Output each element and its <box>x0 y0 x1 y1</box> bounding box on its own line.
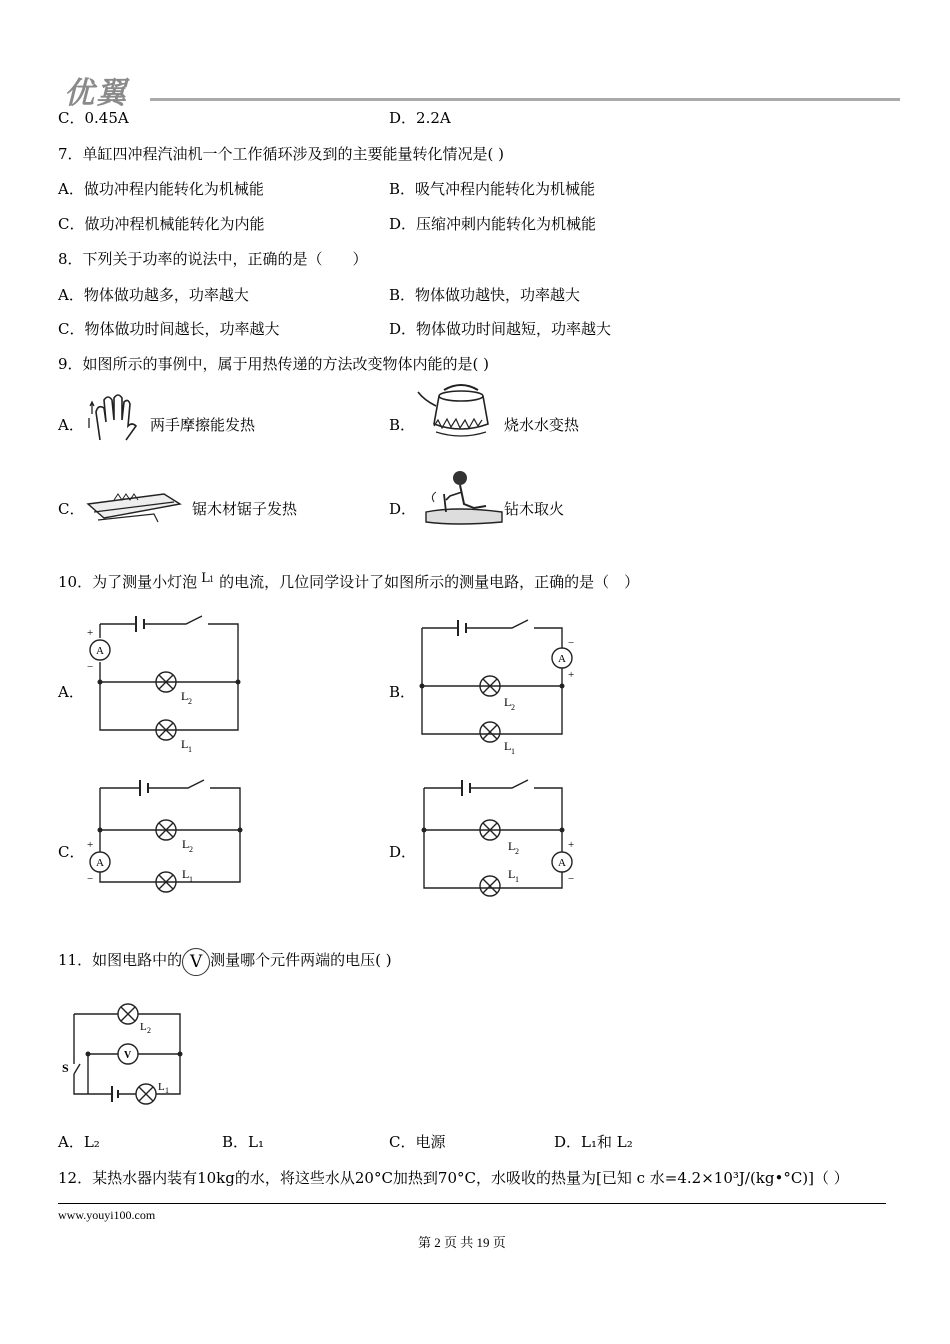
svg-text:A: A <box>96 857 104 869</box>
q7-option-b: B．吸气冲程内能转化为机械能 <box>389 180 596 198</box>
kettle-icon <box>416 382 506 442</box>
svg-text:2: 2 <box>515 847 519 856</box>
svg-text:L: L <box>182 867 190 881</box>
q11-option-c: C．电源 <box>389 1133 446 1151</box>
svg-text:−: − <box>568 873 575 885</box>
q6-option-d: D．2.2A <box>389 109 451 127</box>
svg-text:−: − <box>568 637 575 649</box>
q6-option-c: C．0.45A <box>58 109 129 127</box>
footer-url[interactable]: www.youyi100.com <box>58 1208 156 1222</box>
svg-text:L: L <box>158 1081 165 1093</box>
q10-stem: 10．为了测量小灯泡 L 1 的电流，几位同学设计了如图所示的测量电路，正确的是（ ） <box>58 571 640 591</box>
svg-text:L: L <box>508 839 516 853</box>
svg-text:1: 1 <box>188 745 192 754</box>
q12-stem: 12．某热水器内装有10kg的水，将这些水从20°C加热到70°C，水吸收的热量为[已知 c 水=4.2×10³J/(kg•°C)]（ ） <box>58 1169 849 1187</box>
svg-text:−: − <box>87 661 94 673</box>
q9-option-d-text: 钻木取火 <box>504 500 565 518</box>
q10-option-d: D． <box>389 843 417 861</box>
q9-option-c-letter: C． <box>58 500 85 518</box>
q8-option-a: A．物体做功越多，功率越大 <box>58 286 249 304</box>
q10-stem-post: 的电流，几位同学设计了如图所示的测量电路，正确的是（ ） <box>219 573 640 591</box>
q8-option-b: B．物体做功越快，功率越大 <box>389 286 581 304</box>
circuit-d-diagram <box>414 772 586 898</box>
svg-text:+: + <box>87 627 94 639</box>
q11-option-d: D．L₁和 L₂ <box>554 1133 633 1151</box>
q7-option-d: D．压缩冲刺内能转化为机械能 <box>389 215 597 233</box>
svg-text:L: L <box>504 739 512 753</box>
q10-stem-pre: 10．为了测量小灯泡 <box>58 573 198 591</box>
svg-text:+: + <box>568 839 575 851</box>
q8-option-c: C．物体做功时间越长，功率越大 <box>58 320 280 338</box>
q11-option-b: B．L₁ <box>222 1133 264 1151</box>
circuit-c-diagram <box>84 772 249 898</box>
svg-text:+: + <box>87 839 94 851</box>
svg-text:1: 1 <box>515 875 519 884</box>
svg-text:L: L <box>504 695 512 709</box>
circuit-b-diagram <box>412 612 584 760</box>
svg-text:2: 2 <box>189 845 193 854</box>
svg-text:L: L <box>508 867 516 881</box>
header-divider <box>150 98 900 101</box>
q9-option-a-text: 两手摩擦能发热 <box>150 416 256 434</box>
svg-text:2: 2 <box>147 1026 151 1035</box>
q11-option-a: A．L₂ <box>58 1133 100 1151</box>
voltmeter-symbol: V <box>182 948 210 976</box>
q11-stem-post: 测量哪个元件两端的电压( ) <box>210 951 392 969</box>
svg-text:L: L <box>181 689 189 703</box>
svg-text:L: L <box>181 737 189 751</box>
svg-text:A: A <box>558 653 566 665</box>
q8-stem: 8．下列关于功率的说法中，正确的是（ ） <box>58 250 368 268</box>
q10-option-b: B． <box>389 683 416 701</box>
q7-option-a: A．做功冲程内能转化为机械能 <box>58 180 264 198</box>
drilling-wood-icon <box>416 466 506 528</box>
svg-text:2: 2 <box>511 703 515 712</box>
circuit-a-diagram <box>84 608 249 758</box>
svg-text:1: 1 <box>165 1086 169 1095</box>
svg-text:A: A <box>558 857 566 869</box>
q11-circuit-diagram <box>60 1000 190 1108</box>
page-number: 第 2 页 共 19 页 <box>418 1235 506 1250</box>
q11-stem <box>58 948 392 976</box>
rubbing-hands-icon <box>86 392 142 444</box>
q9-option-d-letter: D． <box>389 500 417 518</box>
q8-option-d: D．物体做功时间越短，功率越大 <box>389 320 612 338</box>
q7-stem: 7．单缸四冲程汽油机一个工作循环涉及到的主要能量转化情况是( ) <box>58 145 505 163</box>
q11-stem-pre: 11．如图电路中的 <box>58 951 183 969</box>
q9-stem: 9．如图所示的事例中，属于用热传递的方法改变物体内能的是( ) <box>58 355 490 373</box>
saw-icon <box>84 490 184 526</box>
svg-text:1: 1 <box>189 875 193 884</box>
svg-text:+: + <box>568 669 575 681</box>
svg-text:L: L <box>140 1021 147 1033</box>
q9-option-a-letter: A． <box>58 416 84 434</box>
svg-text:A: A <box>96 645 104 657</box>
logo: 优翼 <box>64 76 128 111</box>
svg-text:V: V <box>124 1050 132 1061</box>
q9-option-c-text: 锯木材锯子发热 <box>192 500 298 518</box>
q10-option-a: A． <box>58 683 84 701</box>
q9-option-b-text: 烧水水变热 <box>504 416 580 434</box>
svg-text:−: − <box>87 873 94 885</box>
footer-divider <box>58 1203 886 1204</box>
svg-text:1: 1 <box>511 747 515 756</box>
svg-text:S: S <box>62 1061 69 1075</box>
svg-text:2: 2 <box>188 697 192 706</box>
q10-option-c: C． <box>58 843 85 861</box>
q9-option-b-letter: B． <box>389 416 416 434</box>
q7-option-c: C．做功冲程机械能转化为内能 <box>58 215 265 233</box>
svg-text:L: L <box>182 837 190 851</box>
